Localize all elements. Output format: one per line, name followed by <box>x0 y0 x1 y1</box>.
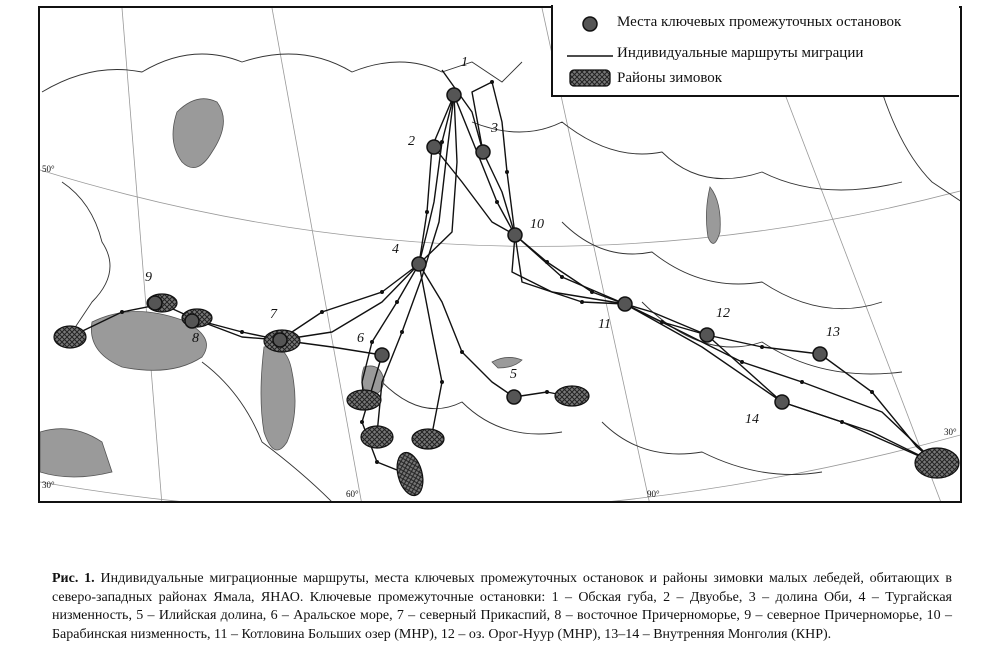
legend-item-routes <box>553 43 959 67</box>
stopover-point <box>447 88 461 102</box>
caption-label: Рис. 1. <box>52 571 95 586</box>
stopover-point <box>775 395 789 409</box>
legend-item-wintering <box>553 65 959 89</box>
stopover-point <box>813 347 827 361</box>
route-line-icon <box>567 45 613 67</box>
stopover-point <box>148 296 162 310</box>
stopover-label-11: 11 <box>598 317 611 332</box>
stopover-point <box>618 297 632 311</box>
stopover-point <box>412 257 426 271</box>
stopover-point <box>375 348 389 362</box>
stopover-point <box>427 140 441 154</box>
map-legend <box>551 5 959 97</box>
stopover-point <box>273 333 287 347</box>
caspian-sea <box>261 346 295 450</box>
stopover-label-1: 1 <box>461 55 468 70</box>
stopover-label-8: 8 <box>192 331 199 346</box>
balkhash-lake <box>492 357 522 368</box>
wintering-area <box>54 326 86 348</box>
stopover-point <box>700 328 714 342</box>
baikal-lake <box>706 187 720 243</box>
grid-label-lon90: 90° <box>647 489 660 499</box>
wintering-area <box>347 390 381 410</box>
stopover-label-5: 5 <box>510 367 517 382</box>
track-points <box>120 80 874 464</box>
legend-label-stopover: Места ключевых промежуточных остановок <box>617 14 902 30</box>
stopover-label-13: 13 <box>826 325 840 340</box>
legend-label-wintering: Районы зимовок <box>617 70 723 86</box>
stopover-point <box>508 228 522 242</box>
stopover-point <box>185 314 199 328</box>
stopover-point <box>507 390 521 404</box>
figure-caption <box>52 570 952 644</box>
stopover-points <box>148 88 827 409</box>
grid-label-lat30-left: 30° <box>42 480 55 490</box>
stopover-label-14: 14 <box>745 412 759 427</box>
stopover-point <box>476 145 490 159</box>
legend-item-stopover <box>553 11 959 43</box>
stopover-label-2: 2 <box>408 134 415 149</box>
stopover-label-4: 4 <box>392 242 399 257</box>
stopover-label-3: 3 <box>491 121 498 136</box>
route-line <box>515 235 937 464</box>
baltic-sea <box>173 99 223 168</box>
wintering-area <box>555 386 589 406</box>
wintering-area <box>915 448 959 478</box>
stopover-label-10: 10 <box>530 217 544 232</box>
grid-label-lon60: 60° <box>346 489 359 499</box>
grid-label-lat30-right: 30° <box>944 427 957 437</box>
grid-label-lat50: 50° <box>42 164 55 174</box>
mediterranean <box>40 429 112 477</box>
stopover-label-12: 12 <box>716 306 730 321</box>
wintering-area-icon <box>567 67 613 89</box>
stopover-symbol-icon <box>567 13 613 35</box>
stopover-label-9: 9 <box>145 270 152 285</box>
route-line <box>419 264 572 397</box>
wintering-area <box>393 450 428 499</box>
legend-label-routes: Индивидуальные маршруты миграции <box>617 45 864 61</box>
wintering-area <box>412 429 444 449</box>
caption-text: Индивидуальные миграционные маршруты, места ключевых промежуточных остановок и районы зимовки малых лебедей, обитающих в северо-западных районах Ямала, ЯНАО. Ключевые промежуточные остановки: 1 – Обская губа, 2 – Двуобье, 3 – долина Оби, 4 – Тургайская низменность, 5 – Илийская долина, 6 – Аральское море, 7 – северный Прикаспий, 8 – восточное Причерноморье, 9 – северное Причерноморье, 10 – Барабинская низменность, 11 – Котловина Больших озер (МНР), 12 – оз. Орог-Нуур (МНР), 13–14 – Внутренняя Монголия (КНР). <box>52 571 952 642</box>
wintering-area <box>361 426 393 448</box>
route-line <box>512 235 937 464</box>
stopover-label-6: 6 <box>357 331 364 346</box>
water-bodies <box>40 99 720 477</box>
stopover-label-7: 7 <box>270 307 277 322</box>
